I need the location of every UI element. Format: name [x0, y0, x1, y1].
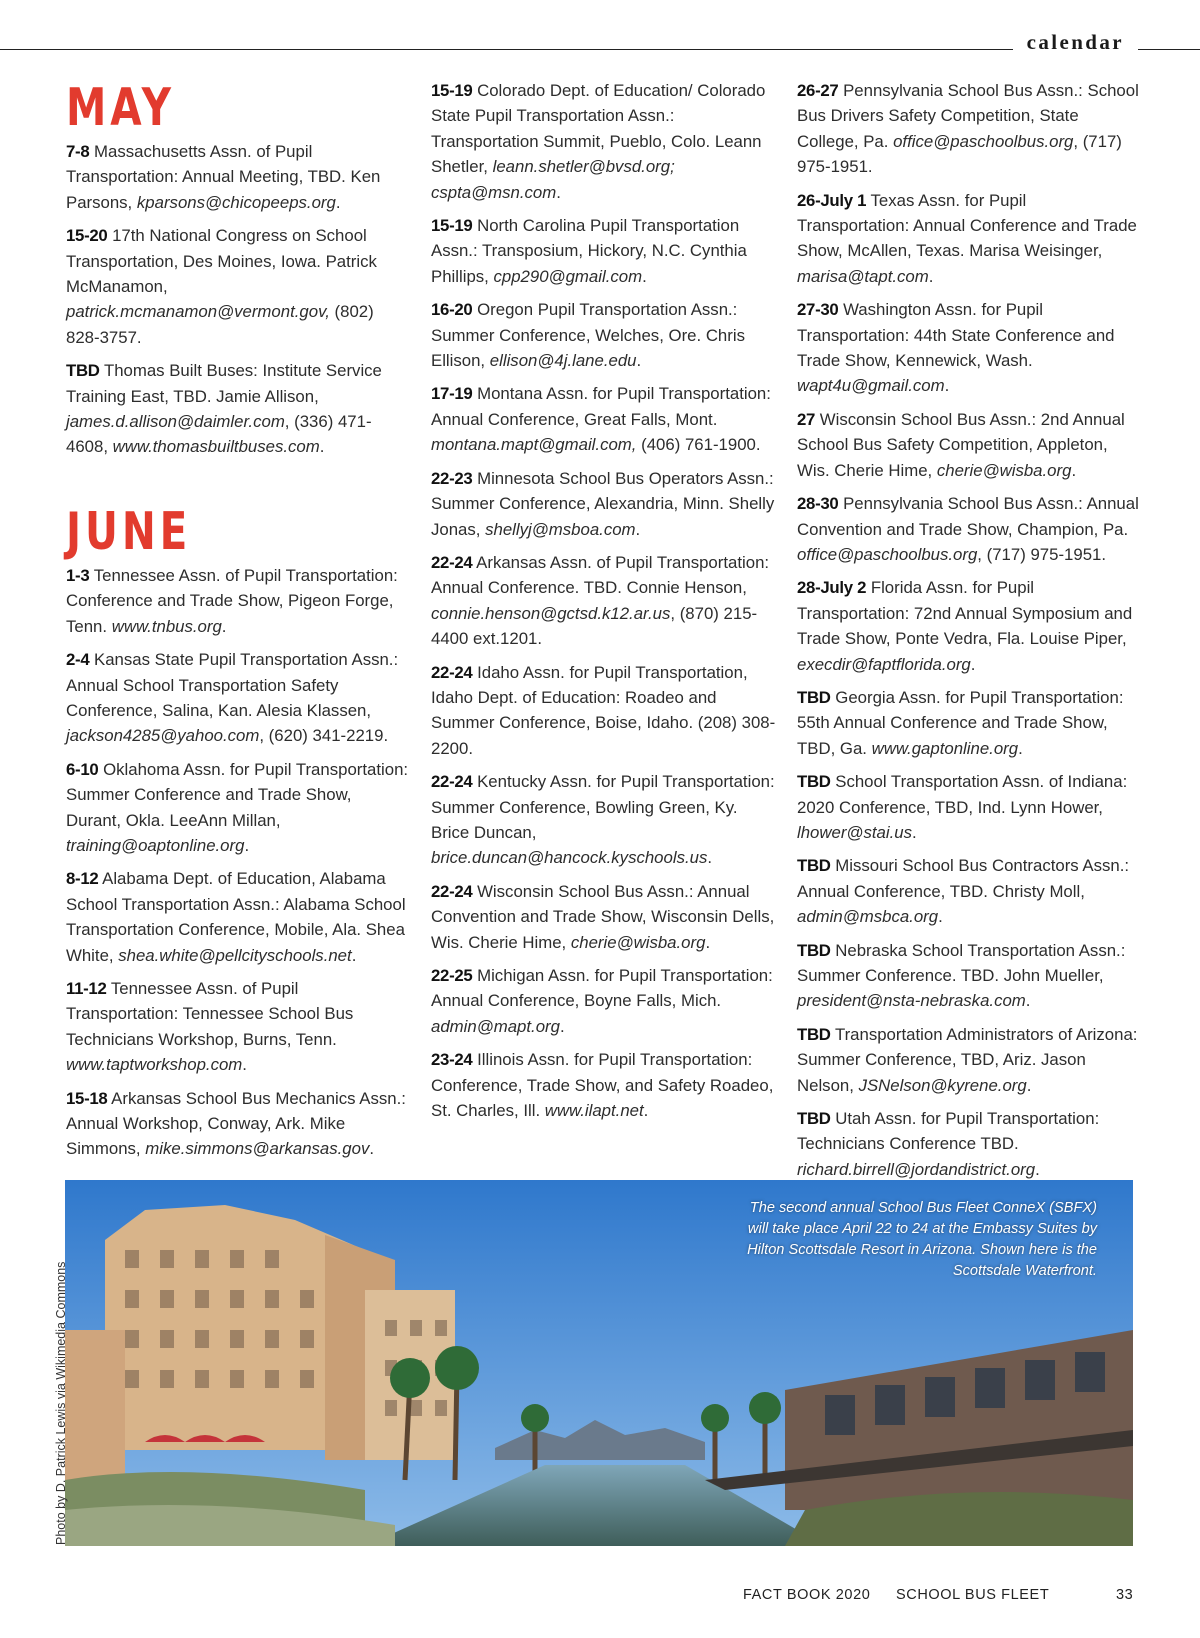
june-entries-col2: [431, 78, 776, 1123]
calendar-entry: [66, 563, 411, 639]
event-dates: 1-3: [66, 565, 90, 585]
event-details: .: [559, 1016, 565, 1036]
event-description: 17th National Congress on School Transportation, Des Moines, Iowa. Patrick McManamon,: [66, 226, 377, 297]
event-contact: mike.simmons@arkansas.gov: [145, 1139, 370, 1159]
event-details: , (336) 471-4608,: [66, 412, 372, 457]
event-details: .: [1035, 1159, 1040, 1179]
event-description: Arkansas Assn. of Pupil Transportation: Annual Conference. TBD. Connie Henson,: [431, 552, 770, 598]
calendar-entry: [431, 466, 776, 542]
event-description: Montana Assn. for Pupil Transportation: Annual Conference, Great Falls, Mont.: [431, 384, 771, 429]
event-details: (406) 761-1900.: [641, 435, 761, 455]
event-details: , (717) 975-1951.: [797, 131, 1122, 177]
event-details: .: [911, 822, 917, 842]
event-contact: admin@msbca.org: [797, 907, 939, 927]
event-dates: 27: [797, 409, 816, 429]
event-dates: TBD: [797, 772, 831, 792]
event-dates: 15-20: [66, 226, 108, 246]
calendar-columns: [66, 78, 1156, 1179]
event-dates: 23-24: [431, 1050, 473, 1070]
event-contact: cpp290@gmail.com: [493, 266, 643, 286]
event-contact: marisa@tapt.com: [797, 266, 929, 286]
june-entries-col3: [797, 78, 1142, 1182]
calendar-entry: [66, 223, 411, 350]
calendar-entry: [431, 879, 776, 955]
event-contact: ellison@4j.lane.edu: [489, 351, 637, 371]
event-dates: 22-25: [431, 966, 473, 985]
event-details: .: [938, 907, 943, 927]
event-details: .: [970, 654, 976, 674]
event-description: Kentucky Assn. for Pupil Transportation: Summer Conference, Bowling Green, Ky. Brice Duncan,: [431, 772, 775, 842]
calendar-entry: [797, 1106, 1142, 1182]
column-2: [431, 78, 776, 1131]
event-contact: brice.duncan@hancock.kyschools.us: [431, 848, 708, 868]
event-dates: 17-19: [431, 384, 473, 404]
calendar-entry: [66, 976, 411, 1078]
event-dates: TBD: [66, 361, 100, 381]
event-contact: wapt4u@gmail.com: [797, 376, 945, 396]
event-dates: 22-24: [431, 552, 473, 572]
calendar-entry: [431, 963, 776, 1039]
event-contact: www.thomasbuiltbuses.com: [112, 437, 320, 457]
event-dates: 7-8: [66, 142, 90, 161]
event-contact: james.d.allison@daimler.com: [66, 412, 285, 432]
calendar-entry: [66, 358, 411, 460]
scottsdale-waterfront-photo: [65, 1180, 1133, 1546]
event-dates: 15-18: [66, 1088, 108, 1108]
event-contact: office@paschoolbus.org: [797, 544, 978, 564]
event-contact: leann.shetler@bvsd.org; cspta@msn.com: [431, 157, 675, 202]
event-contact: lhower@stai.us: [797, 822, 912, 842]
event-contact: shea.white@pellcityschools.net: [118, 945, 352, 965]
event-contact: president@nsta-nebraska.com: [797, 991, 1026, 1011]
column-3: [797, 78, 1142, 1190]
event-description: Thomas Built Buses: Institute Service Training East, TBD. Jamie Allison,: [66, 361, 382, 406]
event-details: .: [928, 266, 934, 286]
event-details: , (620) 341-2219.: [259, 726, 389, 746]
event-description: Minnesota School Bus Operators Assn.: Summer Conference, Alexandria, Minn. Shelly Jonas,: [431, 468, 775, 539]
calendar-entry: [797, 938, 1142, 1014]
event-description: Washington Assn. for Pupil Transportation: 44th State Conference and Trade Show, Kennewick, Wash.: [797, 300, 1115, 371]
calendar-entry: [797, 297, 1142, 399]
event-description: Arkansas School Bus Mechanics Assn.: Annual Workshop, Conway, Ark. Mike Simmons,: [66, 1088, 406, 1159]
event-details: .: [221, 616, 227, 636]
calendar-entry: [797, 575, 1142, 677]
event-details: .: [707, 848, 713, 868]
event-description: Transportation Administrators of Arizona: Summer Conference, TBD, Ariz. Jason Nelson,: [797, 1024, 1138, 1095]
event-contact: www.taptworkshop.com: [66, 1055, 243, 1075]
event-dates: 8-12: [66, 869, 99, 889]
event-dates: 22-24: [431, 881, 473, 901]
calendar-entry: [66, 866, 411, 968]
calendar-entry: [797, 78, 1142, 180]
event-contact: training@oaptonline.org: [66, 835, 245, 855]
calendar-entry: [431, 769, 776, 871]
event-description: Missouri School Bus Contractors Assn.: Annual Conference, TBD. Christy Moll,: [797, 856, 1130, 901]
event-contact: richard.birrell@jordandistrict.org: [797, 1159, 1036, 1179]
event-dates: TBD: [797, 1109, 831, 1129]
event-details: .: [636, 351, 642, 371]
event-dates: 6-10: [66, 759, 99, 779]
event-details: .: [335, 192, 341, 212]
event-dates: 15-19: [431, 216, 473, 236]
event-details: .: [242, 1055, 247, 1075]
june-entries-col1: [66, 563, 411, 1162]
event-description: Alabama Dept. of Education, Alabama School Transportation Assn.: Alabama School Transportation Conference, Mobile, Ala. Shea White,: [66, 869, 406, 965]
event-description: Florida Assn. for Pupil Transportation: 72nd Annual Symposium and Trade Show, Ponte Vedra, Fla. Louise Piper,: [797, 578, 1133, 649]
event-contact: patrick.mcmanamon@vermont.gov,: [66, 302, 330, 322]
event-contact: www.gaptonline.org: [871, 738, 1019, 758]
calendar-entry: [431, 660, 776, 762]
calendar-entry: [797, 853, 1142, 929]
calendar-entry: [431, 1047, 776, 1123]
calendar-entry: [431, 550, 776, 652]
event-contact: office@paschoolbus.org: [893, 131, 1074, 151]
event-contact: kparsons@chicopeeps.org: [136, 192, 336, 212]
event-contact: cherie@wisba.org: [570, 932, 706, 952]
event-description: Massachusetts Assn. of Pupil Transportation: Annual Meeting, TBD. Ken Parsons,: [66, 142, 381, 212]
event-details: .: [944, 376, 950, 396]
event-description: Wisconsin School Bus Assn.: 2nd Annual School Bus Safety Competition, Appleton, Wis. Cherie Hime,: [797, 409, 1125, 480]
calendar-entry: [797, 491, 1142, 567]
footer-publication: FACT BOOK 2020: [743, 1587, 871, 1603]
event-details: .: [705, 932, 711, 952]
event-contact: shellyj@msboa.com: [485, 519, 636, 539]
event-contact: cherie@wisba.org: [936, 460, 1072, 480]
calendar-entry: [66, 647, 411, 749]
footer-magazine: SCHOOL BUS FLEET: [896, 1587, 1050, 1603]
event-dates: 2-4: [66, 650, 90, 670]
event-details: .: [1026, 1075, 1032, 1095]
event-details: .: [1071, 460, 1077, 480]
event-contact: connie.henson@gctsd.k12.ar.us: [431, 603, 671, 623]
event-details: , (717) 975-1951.: [977, 544, 1107, 564]
event-description: North Carolina Pupil Transportation Assn.: Transposium, Hickory, N.C. Cynthia Phillips,: [431, 216, 747, 286]
event-description: Pennsylvania School Bus Assn.: School Bus Drivers Safety Competition, State College, Pa.: [797, 81, 1139, 151]
event-details: , (870) 215-4400 ext.1201.: [431, 603, 758, 649]
event-dates: 26-27: [797, 81, 839, 100]
event-dates: 22-24: [431, 772, 473, 792]
calendar-entry: [66, 139, 411, 215]
calendar-entry: [431, 78, 776, 205]
event-contact: montana.mapt@gmail.com,: [431, 435, 637, 455]
calendar-entry: [66, 1086, 411, 1162]
event-details: .: [635, 519, 641, 539]
may-entries: [66, 139, 411, 460]
calendar-entry: [797, 1022, 1142, 1098]
event-details: (802) 828-3757.: [66, 302, 374, 347]
event-details: .: [351, 945, 357, 965]
calendar-entry: [431, 297, 776, 373]
event-description: Wisconsin School Bus Assn.: Annual Convention and Trade Show, Wisconsin Dells, Wis. Cherie Hime,: [431, 881, 775, 952]
calendar-entry: [431, 381, 776, 457]
event-details: .: [642, 266, 647, 286]
event-dates: 11-12: [66, 978, 107, 998]
event-description: Idaho Assn. for Pupil Transportation, Idaho Dept. of Education: Roadeo and Summer Conference, Boise, Idaho. (208) 308-2200.: [431, 662, 776, 758]
event-dates: 22-23: [431, 468, 473, 488]
event-description: Oregon Pupil Transportation Assn.: Summer Conference, Welches, Ore. Chris Ellison,: [431, 300, 745, 371]
event-dates: TBD: [797, 856, 831, 876]
month-heading-june: JUNE: [66, 501, 192, 562]
event-dates: 22-24: [431, 662, 473, 682]
event-contact: admin@mapt.org: [431, 1016, 560, 1036]
calendar-entry: [797, 407, 1142, 483]
event-dates: 16-20: [431, 300, 473, 320]
event-description: Oklahoma Assn. for Pupil Transportation: Summer Conference and Trade Show, Durant, Okla. LeeAnn Millan,: [66, 759, 409, 830]
event-description: Utah Assn. for Pupil Transportation: Technicians Conference TBD.: [797, 1109, 1100, 1154]
photo-caption: The second annual School Bus Fleet ConneX (SBFX) will take place April 22 to 24 at the Embassy Suites by Hilton Scottsdale Resort in Arizona. Shown here is the Scottsdale Waterfront.: [747, 1200, 1097, 1279]
event-details: .: [369, 1139, 375, 1159]
calendar-entry: [431, 213, 776, 289]
event-description: Georgia Assn. for Pupil Transportation: 55th Annual Conference and Trade Show, TBD, Ga.: [797, 687, 1124, 758]
event-dates: 15-19: [431, 81, 473, 100]
event-contact: jackson4285@yahoo.com: [66, 726, 260, 746]
event-details: .: [556, 182, 561, 202]
event-contact: JSNelson@kyrene.org: [858, 1075, 1027, 1095]
photo-credit: Photo by D. Patrick Lewis via Wikimedia Commons: [54, 1261, 68, 1545]
event-contact: www.ilapt.net: [544, 1101, 644, 1121]
event-dates: TBD: [797, 1024, 831, 1044]
event-dates: TBD: [797, 687, 831, 707]
event-dates: 28-30: [797, 494, 839, 514]
section-tag: calendar: [1013, 30, 1138, 55]
event-description: Kansas State Pupil Transportation Assn.: Annual School Transportation Safety Conference, Salina, Kan. Alesia Klassen,: [66, 650, 399, 720]
event-contact: execdir@faptflorida.org: [797, 654, 971, 674]
month-heading-may: MAY: [66, 78, 175, 138]
calendar-entry: [66, 757, 411, 859]
event-dates: TBD: [797, 940, 831, 960]
calendar-entry: [797, 769, 1142, 845]
event-dates: 26-July 1: [797, 190, 867, 210]
event-dates: 27-30: [797, 300, 839, 320]
event-details: .: [1018, 738, 1023, 758]
calendar-entry: [797, 685, 1142, 761]
event-details: .: [244, 835, 250, 855]
column-1: [66, 78, 411, 1170]
event-description: Tennessee Assn. of Pupil Transportation: Conference and Trade Show, Pigeon Forge, Tenn.: [66, 565, 398, 636]
footer-page-number: 33: [1116, 1587, 1134, 1603]
event-details: .: [1025, 991, 1031, 1011]
event-dates: 28-July 2: [797, 578, 867, 598]
event-contact: www.tnbus.org: [111, 616, 222, 636]
event-description: Colorado Dept. of Education/ Colorado State Pupil Transportation Assn.: Transportation Summit, Pueblo, Colo. Leann Shetler,: [431, 81, 766, 177]
event-description: Tennessee Assn. of Pupil Transportation: Tennessee School Bus Technicians Workshop, Burns, Tenn.: [66, 978, 354, 1049]
event-details: .: [319, 437, 325, 457]
event-description: Illinois Assn. for Pupil Transportation: Conference, Trade Show, and Safety Roadeo, St. Charles, Ill.: [431, 1050, 774, 1121]
calendar-entry: [797, 188, 1142, 290]
event-description: Texas Assn. for Pupil Transportation: Annual Conference and Trade Show, McAllen, Texas. Marisa Weisinger,: [797, 190, 1137, 261]
event-description: Michigan Assn. for Pupil Transportation: Annual Conference, Boyne Falls, Mich.: [431, 966, 773, 1011]
event-details: .: [643, 1101, 649, 1121]
event-description: Nebraska School Transportation Assn.: Summer Conference. TBD. John Mueller,: [797, 940, 1126, 985]
event-description: School Transportation Assn. of Indiana: 2020 Conference, TBD, Ind. Lynn Hower,: [797, 772, 1128, 817]
event-description: Pennsylvania School Bus Assn.: Annual Convention and Trade Show, Champion, Pa.: [797, 494, 1139, 539]
